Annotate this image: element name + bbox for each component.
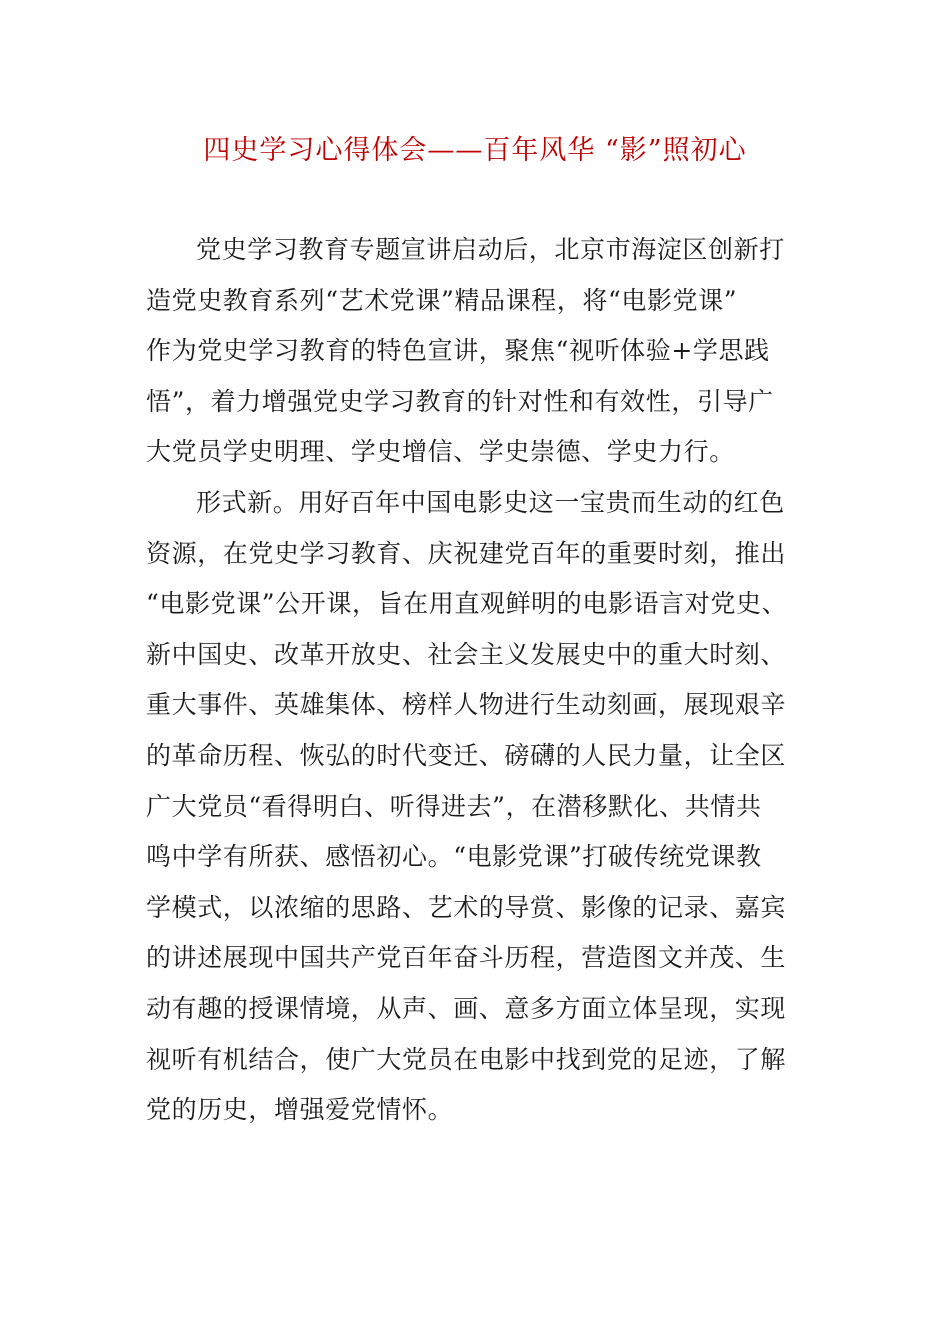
text-line: 视听有机结合，使广大党员在电影中找到党的足迹，了解	[146, 1044, 787, 1074]
text-line: 的革命历程、恢弘的时代变迁、磅礴的人民力量，让全区	[146, 740, 787, 770]
text-line: 重大事件、英雄集体、榜样人物进行生动刻画，展现艰辛	[146, 690, 787, 720]
text-line: 造党史教育系列“艺术党课”精品课程，将“电影党课”	[146, 285, 738, 315]
text-line: 资源，在党史学习教育、庆祝建党百年的重要时刻，推出	[146, 538, 787, 568]
text-line: “电影党课”公开课，旨在用直观鲜明的电影语言对党史、	[146, 589, 788, 619]
text-line: 悟”，着力增强党史学习教育的针对性和有效性，引导广	[146, 386, 774, 416]
text-line: 学模式，以浓缩的思路、艺术的导赏、影像的记录、嘉宾	[146, 892, 787, 922]
text-line: 动有趣的授课情境，从声、画、意多方面立体呈现，实现	[146, 993, 787, 1023]
text-line: 党史学习教育专题宣讲启动后，北京市海淀区创新打	[196, 235, 785, 264]
text-line: 形式新。用好百年中国电影史这一宝贵而生动的红色	[196, 487, 785, 517]
text-line: 新中国史、改革开放史、社会主义发展史中的重大时刻、	[146, 639, 787, 669]
text-line: 作为党史学习教育的特色宣讲，聚焦“视听体验+学思践	[146, 336, 770, 366]
text-line: 鸣中学有所获、感悟初心。“电影党课”打破传统党课教	[146, 842, 762, 872]
text-line: 党的历史，增强爱党情怀。	[146, 1095, 454, 1125]
text-line: 广大党员“看得明白、听得进去”，在潜移默化、共情共	[146, 791, 762, 821]
text-line: 大党员学史明理、学史增信、学史崇德、学史力行。	[146, 437, 735, 467]
text-line: 的讲述展现中国共产党百年奋斗历程，营造图文并茂、生	[146, 943, 787, 973]
paragraph-intro	[146, 225, 806, 478]
document-body	[146, 225, 806, 1136]
document-title: 四史学习心得体会——百年风华 “影”照初心	[203, 135, 747, 166]
paragraph-form-new	[146, 478, 806, 1136]
